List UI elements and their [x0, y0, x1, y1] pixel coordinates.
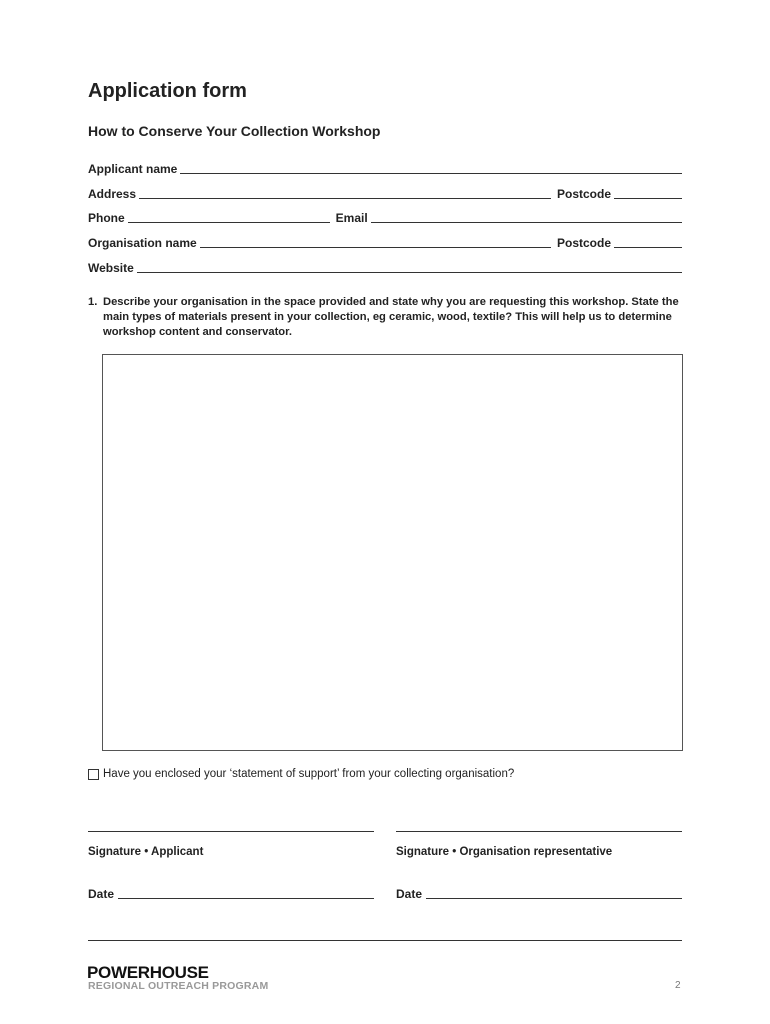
date-applicant-field[interactable] [118, 898, 374, 899]
statement-support-row [88, 768, 514, 780]
applicant-name-row [88, 160, 682, 176]
postcode-field[interactable] [614, 198, 682, 199]
address-field[interactable] [139, 198, 551, 199]
email-label: Email [335, 211, 368, 225]
statement-support-label: Have you enclosed your ‘statement of support’ from your collecting organisation? [103, 768, 515, 780]
form-subtitle: How to Conserve Your Collection Workshop [88, 123, 381, 139]
phone-label: Phone [88, 211, 125, 225]
question-text: Describe your organisation in the space provided and state why you are requesting this workshop. State the main types of materials present in your collection, eg ceramic, wood, textile? This will help us to determine workshop content and conservator. [103, 296, 679, 338]
website-label: Website [88, 261, 134, 275]
page-title: Application form [88, 80, 247, 102]
organisation-name-field[interactable] [200, 247, 551, 248]
org-postcode-label: Postcode [556, 236, 611, 250]
applicant-name-label: Applicant name [88, 162, 178, 176]
signature-applicant-label: Signature • Applicant [88, 846, 204, 858]
postcode-label: Postcode [556, 187, 611, 201]
question-1 [88, 295, 688, 340]
program-name: REGIONAL OUTREACH PROGRAM [88, 980, 269, 992]
date-applicant-label: Date [88, 887, 115, 901]
date-applicant-row [88, 885, 374, 901]
date-org-row [396, 885, 682, 901]
website-row [88, 259, 682, 275]
date-org-label: Date [396, 887, 423, 901]
signature-org-field[interactable] [396, 831, 682, 832]
answer-textarea[interactable] [102, 354, 683, 751]
signature-org-label: Signature • Organisation representative [396, 846, 613, 858]
date-org-field[interactable] [426, 898, 682, 899]
footer-divider [88, 940, 682, 941]
email-field[interactable] [371, 222, 682, 223]
question-number: 1. [88, 296, 98, 308]
signature-applicant-field[interactable] [88, 831, 374, 832]
address-row [88, 185, 682, 201]
statement-support-checkbox[interactable] [88, 769, 99, 780]
org-postcode-field[interactable] [614, 247, 682, 248]
page-number: 2 [675, 980, 681, 991]
phone-email-row [88, 209, 682, 225]
phone-field[interactable] [128, 222, 330, 223]
organisation-row [88, 234, 682, 250]
website-field[interactable] [137, 272, 682, 273]
address-label: Address [88, 187, 137, 201]
applicant-name-field[interactable] [180, 173, 682, 174]
brand-logo: POWERHOUSE [87, 963, 209, 982]
organisation-name-label: Organisation name [88, 236, 197, 250]
